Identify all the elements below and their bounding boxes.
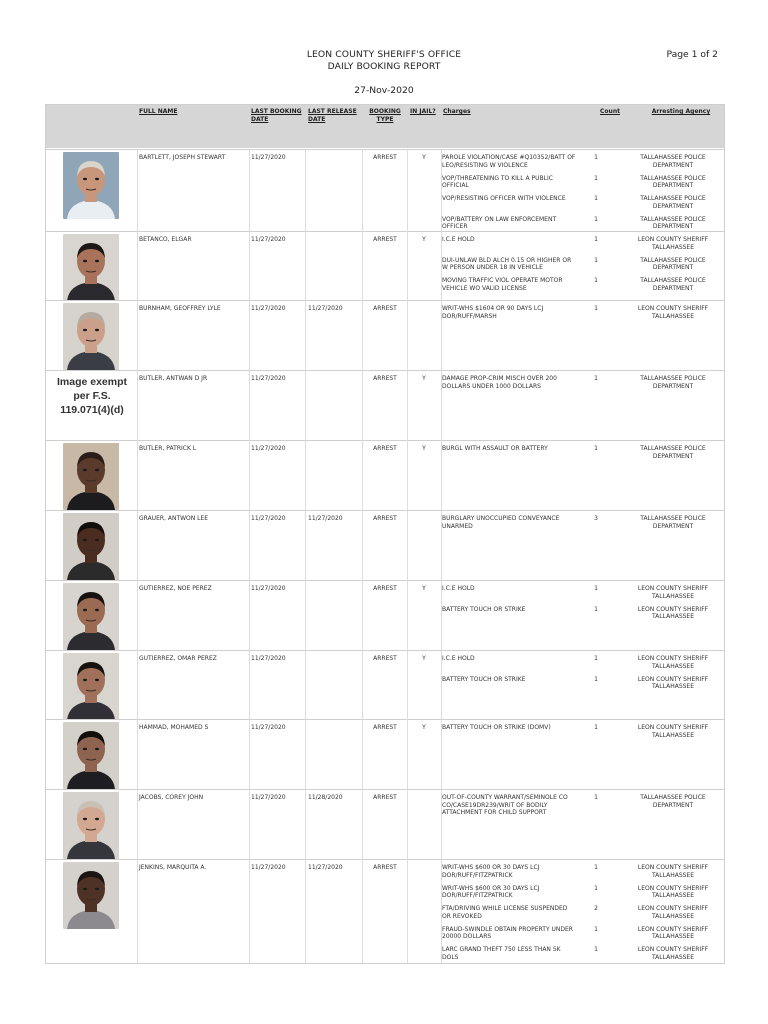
arresting-agency: LEON COUNTY SHERIFF TALLAHASSEE	[637, 864, 709, 879]
booking-name: BUTLER, ANTWAN D JR	[139, 375, 208, 382]
charge-description: WRIT-WHS $600 OR 30 DAYS LCJ DOR/RUFF/FITZPATRICK	[442, 884, 540, 900]
charge-item	[442, 585, 732, 606]
charge-description: BURGL WITH ASSAULT OR BATTERY	[442, 445, 548, 452]
in-jail-flag: Y	[422, 236, 426, 243]
column-divider	[362, 149, 363, 963]
booking-name: GUTIERREZ, OMAR PEREZ	[139, 655, 217, 662]
report-date: 27-Nov-2020	[354, 85, 414, 96]
charges-list	[442, 655, 732, 696]
charge-count: 1	[594, 174, 598, 182]
charge-count: 1	[594, 277, 598, 285]
charge-description: MOVING TRAFFIC VIOL OPERATE MOTOR VEHICLE WO VALID LICENSE	[442, 277, 563, 292]
charge-description: WRIT-WHS $1604 OR 90 DAYS LCJ DOR/RUFF/MARSH	[442, 305, 544, 320]
booking-name: BETANCO, ELGAR	[139, 236, 192, 243]
table-row	[46, 859, 724, 964]
charge-count: 3	[594, 515, 598, 522]
arresting-agency: TALLAHASSEE POLICE DEPARTMENT	[640, 445, 706, 460]
charges-list	[442, 375, 732, 396]
arresting-agency: LEON COUNTY SHERIFF TALLAHASSEE	[637, 305, 709, 320]
charge-item	[442, 946, 732, 967]
charges-list	[442, 305, 732, 326]
report-title	[0, 49, 768, 73]
column-divider	[407, 149, 408, 963]
agency-name: LEON COUNTY SHERIFF'S OFFICE	[306, 49, 462, 60]
arresting-agency: TALLAHASSEE POLICE DEPARTMENT	[640, 195, 706, 210]
charge-item	[442, 885, 732, 906]
last-booking-date: 11/27/2020	[251, 154, 286, 161]
charge-item	[442, 794, 732, 815]
column-divider	[441, 149, 442, 963]
booking-photo	[63, 303, 119, 370]
column-divider	[137, 149, 138, 963]
table-row	[46, 719, 724, 790]
last-booking-date: 11/27/2020	[251, 864, 286, 871]
last-booking-date: 11/27/2020	[251, 305, 286, 312]
charge-description: FRAUD-SWINDLE OBTAIN PROPERTY UNDER 20000 DOLLARS	[442, 925, 573, 941]
charge-description: VOP/RESISTING OFFICER WITH VIOLENCE	[442, 195, 566, 203]
booking-name: BARTLETT, JOSEPH STEWART	[139, 154, 226, 161]
charge-description: VOP/BATTERY ON LAW ENFORCEMENT OFFICER	[442, 215, 557, 231]
charge-count: 1	[594, 256, 598, 264]
charge-item	[442, 926, 732, 947]
arresting-agency: LEON COUNTY SHERIFF TALLAHASSEE	[637, 884, 709, 900]
charge-count: 1	[594, 946, 598, 954]
in-jail-flag: Y	[422, 585, 426, 592]
column-divider	[249, 149, 250, 963]
col-full-name: FULL NAME	[139, 108, 178, 115]
col-last-release-date: LAST RELEASE DATE	[308, 108, 357, 123]
arresting-agency: TALLAHASSEE POLICE DEPARTMENT	[640, 794, 706, 809]
charge-description: I.C.E HOLD	[442, 585, 475, 592]
charge-count: 1	[594, 794, 598, 801]
charge-item	[442, 724, 732, 745]
charge-description: VOP/THREATENING TO KILL A PUBLIC OFFICIAL	[442, 174, 553, 190]
booking-type: ARREST	[373, 724, 397, 731]
page-number: Page 1 of 2	[666, 49, 718, 60]
booking-name: BURNHAM, GEOFFREY LYLE	[139, 305, 221, 312]
column-divider	[305, 149, 306, 963]
booking-type: ARREST	[373, 154, 397, 161]
table-row	[46, 650, 724, 721]
charge-item	[442, 655, 732, 676]
booking-type: ARREST	[373, 236, 397, 243]
booking-name: GUTIERREZ, NOE PEREZ	[139, 585, 212, 592]
charges-list	[442, 585, 732, 626]
table-row	[46, 300, 724, 371]
charge-description: OUT-OF-COUNTY WARRANT/SEMINOLE CO CO/CASE19DR239/WRIT OF BODILY ATTACHMENT FOR CHILD SUPPORT	[442, 794, 568, 817]
last-booking-date: 11/27/2020	[251, 515, 286, 522]
charge-description: FTA/DRIVING WHILE LICENSE SUSPENDED OR REVOKED	[442, 905, 568, 920]
charge-description: DUI-UNLAW BLD ALCH 0.15 OR HIGHER OR W PERSON UNDER 18 IN VEHICLE	[442, 256, 572, 272]
charge-item	[442, 195, 732, 216]
charge-item	[442, 257, 732, 278]
charges-list	[442, 236, 732, 298]
charge-count: 1	[594, 236, 598, 243]
charge-count: 1	[594, 305, 598, 312]
in-jail-flag: Y	[422, 154, 426, 161]
charge-count: 1	[594, 195, 598, 203]
booking-name: BUTLER, PATRICK L	[139, 445, 197, 452]
booking-type: ARREST	[373, 445, 397, 452]
charge-item	[442, 445, 732, 466]
charge-count: 1	[594, 675, 598, 683]
arresting-agency: LEON COUNTY SHERIFF TALLAHASSEE	[637, 655, 709, 670]
booking-photo	[63, 862, 119, 929]
charge-count: 1	[594, 864, 598, 871]
charge-item	[442, 175, 732, 196]
booking-photo	[63, 792, 119, 859]
booking-name: JENKINS, MARQUITA A.	[139, 864, 207, 871]
in-jail-flag: Y	[422, 724, 426, 731]
booking-photo	[63, 513, 119, 580]
booking-name: HAMMAD, MOHAMED S	[139, 724, 209, 731]
arresting-agency: LEON COUNTY SHERIFF TALLAHASSEE	[637, 605, 709, 621]
charge-description: BATTERY TOUCH OR STRIKE (DOMV)	[442, 724, 551, 731]
col-in-jail: IN JAIL?	[410, 108, 436, 115]
booking-photo	[63, 443, 119, 510]
in-jail-flag: Y	[422, 445, 426, 452]
charges-list	[442, 515, 732, 536]
charge-count: 1	[594, 215, 598, 223]
arresting-agency: LEON COUNTY SHERIFF TALLAHASSEE	[637, 236, 709, 251]
col-charges: Charges	[443, 108, 471, 115]
last-booking-date: 11/27/2020	[251, 236, 286, 243]
charge-count: 1	[594, 154, 598, 161]
last-release-date: 11/27/2020	[308, 305, 343, 312]
booking-photo	[63, 583, 119, 650]
photo-exempt-notice: Image exempt per F.S. 119.071(4)(d)	[56, 376, 128, 416]
booking-name: GRAUER, ANTWON LEE	[139, 515, 209, 522]
charge-item	[442, 154, 732, 175]
arresting-agency: LEON COUNTY SHERIFF TALLAHASSEE	[637, 925, 709, 941]
last-booking-date: 11/27/2020	[251, 724, 286, 731]
charge-item	[442, 515, 732, 536]
charge-item	[442, 905, 732, 926]
charge-item	[442, 676, 732, 697]
booking-name: JACOBS, COREY JOHN	[139, 794, 204, 801]
charges-list	[442, 864, 732, 967]
charge-count: 2	[594, 905, 598, 913]
booking-type: ARREST	[373, 585, 397, 592]
col-booking-type: BOOKING TYPE	[369, 108, 401, 123]
charge-item	[442, 305, 732, 326]
last-release-date: 11/28/2020	[308, 794, 343, 801]
last-booking-date: 11/27/2020	[251, 375, 286, 382]
charge-count: 1	[594, 375, 598, 382]
last-booking-date: 11/27/2020	[251, 794, 286, 801]
arresting-agency: TALLAHASSEE POLICE DEPARTMENT	[640, 154, 706, 169]
charge-description: BATTERY TOUCH OR STRIKE	[442, 605, 526, 613]
arresting-agency: TALLAHASSEE POLICE DEPARTMENT	[640, 256, 706, 272]
table-row	[46, 580, 724, 651]
col-last-booking-date: LAST BOOKING DATE	[251, 108, 302, 123]
in-jail-flag: Y	[422, 655, 426, 662]
last-release-date: 11/27/2020	[308, 864, 343, 871]
arresting-agency: LEON COUNTY SHERIFF TALLAHASSEE	[637, 585, 709, 600]
charge-count: 1	[594, 445, 598, 452]
table-row	[46, 231, 724, 302]
charge-item	[442, 375, 732, 396]
charges-list	[442, 445, 732, 466]
booking-photo	[63, 653, 119, 720]
charge-description: LARC GRAND THEFT 750 LESS THAN 5K DOLS	[442, 946, 561, 961]
last-booking-date: 11/27/2020	[251, 585, 286, 592]
report-name: DAILY BOOKING REPORT	[327, 61, 441, 72]
booking-type: ARREST	[373, 794, 397, 801]
col-count: Count	[600, 108, 620, 115]
charge-description: BURGLARY UNOCCUPIED CONVEYANCE UNARMED	[442, 515, 560, 530]
arresting-agency: LEON COUNTY SHERIFF TALLAHASSEE	[637, 905, 709, 920]
charge-count: 1	[594, 655, 598, 662]
charge-description: I.C.E HOLD	[442, 236, 475, 243]
charge-description: BATTERY TOUCH OR STRIKE	[442, 675, 526, 683]
charge-item	[442, 606, 732, 627]
last-release-date: 11/27/2020	[308, 515, 343, 522]
last-booking-date: 11/27/2020	[251, 445, 286, 452]
arresting-agency: TALLAHASSEE POLICE DEPARTMENT	[640, 515, 706, 530]
charge-count: 1	[594, 585, 598, 592]
charge-count: 1	[594, 605, 598, 613]
charges-list	[442, 724, 732, 745]
charge-count: 1	[594, 884, 598, 892]
booking-type: ARREST	[373, 515, 397, 522]
table-row	[46, 789, 724, 860]
booking-type: ARREST	[373, 305, 397, 312]
booking-photo	[63, 234, 119, 301]
arresting-agency: TALLAHASSEE POLICE DEPARTMENT	[640, 277, 706, 292]
arresting-agency: LEON COUNTY SHERIFF TALLAHASSEE	[637, 675, 709, 691]
table-row	[46, 440, 724, 511]
table-row	[46, 370, 724, 441]
charge-description: PAROLE VIOLATION/CASE #Q10352/BATT OF LEO/RESISTING W VIOLENCE	[442, 154, 576, 169]
charge-description: DAMAGE PROP-CRIM MISCH OVER 200 DOLLARS UNDER 1000 DOLLARS	[442, 375, 557, 390]
charge-description: I.C.E HOLD	[442, 655, 475, 662]
charges-list	[442, 154, 732, 236]
arresting-agency: TALLAHASSEE POLICE DEPARTMENT	[640, 174, 706, 190]
table-row	[46, 149, 724, 231]
charge-item	[442, 864, 732, 885]
arresting-agency: LEON COUNTY SHERIFF TALLAHASSEE	[637, 724, 709, 739]
charge-description: WRIT-WHS $600 OR 30 DAYS LCJ DOR/RUFF/FITZPATRICK	[442, 864, 540, 879]
arresting-agency: LEON COUNTY SHERIFF TALLAHASSEE	[637, 946, 709, 961]
col-arresting-agency: Arresting Agency	[651, 108, 711, 115]
charge-item	[442, 277, 732, 298]
charge-item	[442, 236, 732, 257]
booking-type: ARREST	[373, 375, 397, 382]
charge-count: 1	[594, 724, 598, 731]
arresting-agency: TALLAHASSEE POLICE DEPARTMENT	[640, 375, 706, 390]
booking-photo	[63, 722, 119, 789]
in-jail-flag: Y	[422, 375, 426, 382]
booking-type: ARREST	[373, 655, 397, 662]
booking-table	[45, 104, 725, 964]
table-header	[46, 105, 724, 148]
table-row	[46, 510, 724, 581]
charge-count: 1	[594, 925, 598, 933]
arresting-agency: TALLAHASSEE POLICE DEPARTMENT	[640, 215, 706, 231]
booking-photo	[63, 152, 119, 219]
last-booking-date: 11/27/2020	[251, 655, 286, 662]
charges-list	[442, 794, 732, 815]
booking-type: ARREST	[373, 864, 397, 871]
